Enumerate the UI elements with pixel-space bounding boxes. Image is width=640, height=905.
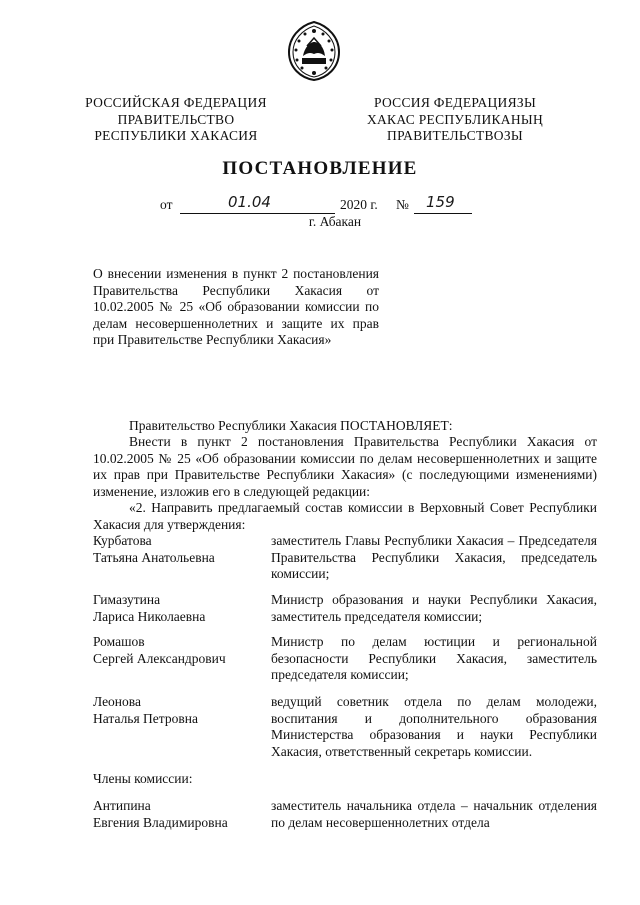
member-surname: Антипина xyxy=(93,798,151,813)
header-right-line: РОССИЯ ФЕДЕРАЦИЯЗЫ xyxy=(373,95,537,110)
member-name xyxy=(93,592,263,625)
member-surname: Курбатова xyxy=(93,533,152,548)
body-paragraph: «2. Направить предлагаемый состав комиссии в Верховный Совет Республики Хакасия для утверждения: xyxy=(93,500,597,532)
document-title: ПОСТАНОВЛЕНИЕ xyxy=(222,158,418,179)
member-role: Министр по делам юстиции и региональной безопасности Республики Хакасия, заместитель председателя комиссии; xyxy=(271,634,597,682)
member-given-name: Наталья Петровна xyxy=(93,710,198,726)
header-right-line: ХАКАС РЕСПУБЛИКАНЫҢ xyxy=(366,111,544,127)
member-role: заместитель Главы Республики Хакасия – Председателя Правительства Республики Хакасия, председатель комиссии; xyxy=(271,533,597,581)
member-role: заместитель начальника отдела – начальник отделения по делам несовершеннолетних отдела xyxy=(271,798,597,830)
members-heading: Члены комиссии: xyxy=(93,771,193,786)
number-label: № xyxy=(396,197,409,212)
member-given-name: Сергей Александрович xyxy=(93,650,226,666)
member-given-name: Татьяна Анатольевна xyxy=(93,549,215,565)
header-left-line: ПРАВИТЕЛЬСТВО xyxy=(117,111,235,127)
member-given-name: Евгения Владимировна xyxy=(93,814,228,830)
handwritten-number: 159 xyxy=(426,193,455,211)
member-name xyxy=(93,634,263,667)
member-name xyxy=(93,533,263,566)
header-right-line: ПРАВИТЕЛЬСТВОЗЫ xyxy=(387,128,523,143)
header-left-line: РЕСПУБЛИКИ ХАКАСИЯ xyxy=(94,128,258,143)
member-surname: Ромашов xyxy=(93,634,145,649)
subject-block: О внесении изменения в пункт 2 постановления Правительства Республики Хакасия от 10.02.2005 № 25 «Об образовании комиссии по делам несовершеннолетних и защите их прав при Правительстве Республики Хакасия» xyxy=(93,266,379,347)
member-surname: Леонова xyxy=(93,694,141,709)
header-left-line: РОССИЙСКАЯ ФЕДЕРАЦИЯ xyxy=(85,95,267,110)
handwritten-date: 01.04 xyxy=(228,193,271,211)
header-right xyxy=(353,95,557,145)
date-number-line xyxy=(160,193,480,215)
member-role: Министр образования и науки Республики Хакасия, заместитель председателя комиссии; xyxy=(271,592,597,624)
body-paragraph: Правительство Республики Хакасия ПОСТАНОВЛЯЕТ: xyxy=(129,418,453,433)
member-name xyxy=(93,798,263,831)
city: г. Абакан xyxy=(308,214,362,229)
member-surname: Гимазутина xyxy=(93,592,161,607)
member-given-name: Лариса Николаевна xyxy=(93,608,206,624)
from-label: от xyxy=(160,197,173,212)
body-paragraph: Внести в пункт 2 постановления Правительства Республики Хакасия от 10.02.2005 № 25 «Об образовании комиссии по делам несовершеннолетних и защите их прав при Правительстве Республики Хакасия» (с последующими изменениями) изменение, изложив его в следующей редакции: xyxy=(93,434,597,499)
member-role: ведущий советник отдела по делам молодежи, воспитания и дополнительного образования Министерства образования и науки Республики Хакасия, ответственный секретарь комиссии. xyxy=(271,694,597,759)
year-label: 2020 г. xyxy=(340,197,378,212)
header-left xyxy=(82,95,270,145)
coat-of-arms-icon xyxy=(285,20,343,82)
member-name xyxy=(93,694,263,727)
